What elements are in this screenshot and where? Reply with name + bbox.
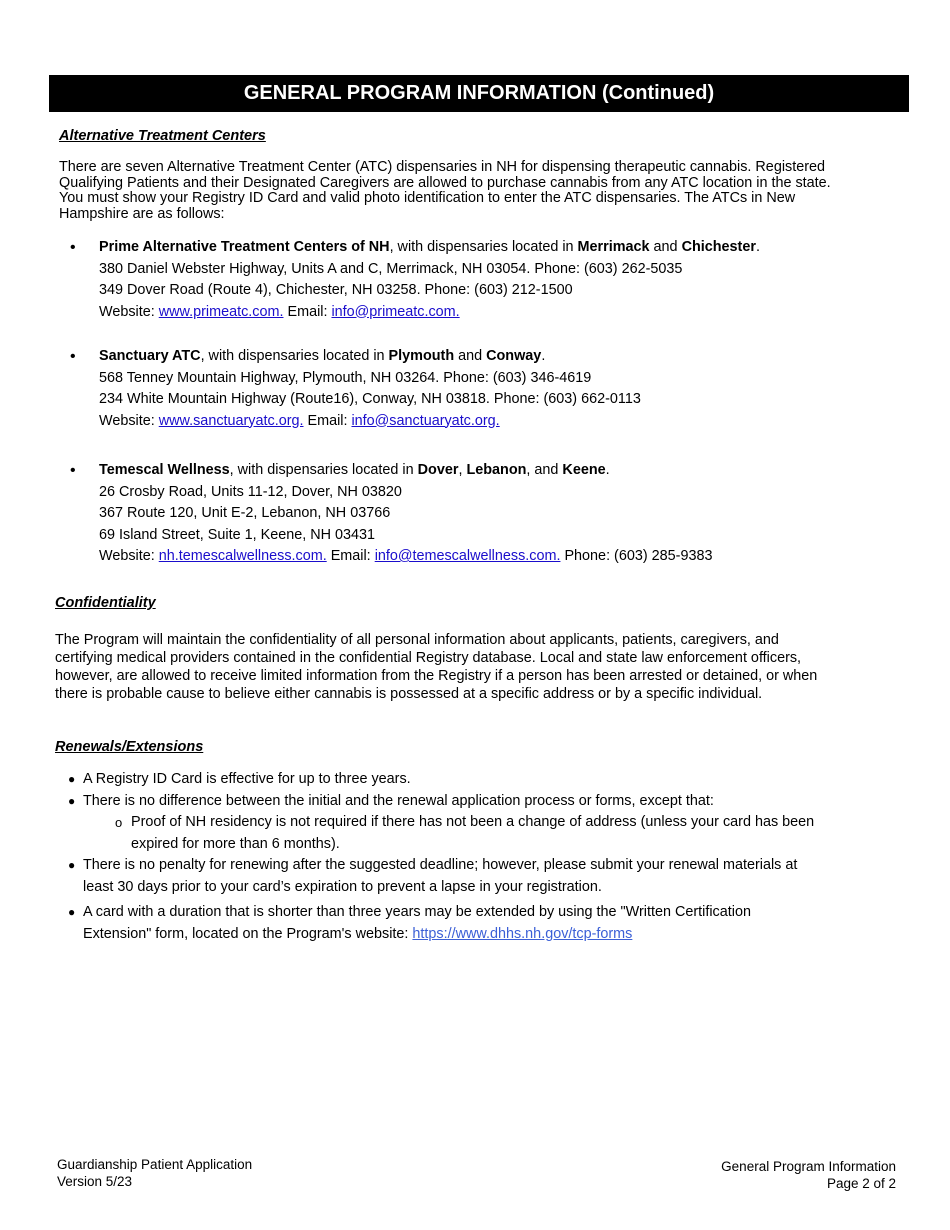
website-label: Website:	[99, 412, 159, 429]
center-address: 568 Tenney Mountain Highway, Plymouth, NH 03264. Phone: (603) 346-4619	[99, 369, 592, 386]
list-item-text: least 30 days prior to your card’s expiration to prevent a lapse in your registration.	[83, 878, 602, 895]
center-text: and	[454, 348, 487, 364]
center-name: Temescal Wellness	[99, 462, 230, 478]
center-town: Dover	[417, 462, 459, 478]
list-item-text: A Registry ID Card is effective for up to three years.	[83, 771, 411, 787]
center-address: 367 Route 120, Unit E-2, Lebanon, NH 03766	[99, 505, 391, 521]
confidentiality-line: The Program will maintain the confidentiality of all personal information about applicants, patients, caregivers, and	[55, 632, 779, 648]
website-link[interactable]: www.primeatc.com.	[158, 303, 284, 320]
list-item-text: There is no penalty for renewing after the suggested deadline; however, please submit your renewal materials at	[83, 857, 798, 873]
atc-intro	[59, 160, 831, 222]
list-item-text: A card with a duration that is shorter than three years may be extended by using the "Written Certification	[83, 904, 751, 920]
footer-page-number: Page 2 of 2	[826, 1176, 896, 1191]
center-title-line	[99, 460, 712, 482]
list-item-text: Extension" form, located on the Program's website:	[83, 925, 413, 942]
sub-list-item	[68, 812, 888, 855]
center-text: ,	[458, 462, 467, 478]
center-contact-line	[99, 302, 760, 324]
center-address: 234 White Mountain Highway (Route16), Conway, NH 03818. Phone: (603) 662-0113	[99, 391, 641, 407]
atc-intro-line: Hampshire are as follows:	[59, 205, 225, 222]
center-title-line	[99, 237, 760, 259]
email-link[interactable]: info@primeatc.com.	[331, 303, 460, 320]
atc-intro-line: There are seven Alternative Treatment Center (ATC) dispensaries in NH for dispensing therapeutic cannabis. Registered	[59, 159, 826, 175]
confidentiality-line: there is probable cause to believe either cannabis is possessed at a specific address or by a specific individual.	[55, 686, 763, 702]
email-label: Email:	[303, 412, 352, 429]
atc-intro-line: Qualifying Patients and their Designated Caregivers are allowed to purchase cannabis from any ATC location in the state.	[59, 174, 831, 191]
confidentiality-heading: Confidentiality	[55, 595, 156, 611]
confidentiality-text	[55, 631, 817, 703]
center-text: , with dispensaries located in	[389, 239, 578, 255]
center-name: Sanctuary ATC	[99, 348, 201, 364]
center-town: Lebanon	[466, 462, 527, 478]
bullet-icon: •	[70, 462, 76, 479]
renewals-list	[68, 769, 888, 945]
center-town: Chichester	[681, 239, 756, 255]
center-contact-line	[99, 411, 641, 433]
confidentiality-line: certifying medical providers contained in the confidential Registry database. Local and state law enforcement officers,	[55, 650, 802, 666]
page-title: GENERAL PROGRAM INFORMATION (Continued)	[49, 75, 909, 112]
website-link[interactable]: nh.temescalwellness.com.	[158, 548, 327, 564]
website-label: Website:	[99, 548, 159, 564]
sub-item-text: Proof of NH residency is not required if there has not been a change of address (unless your card has been	[131, 814, 815, 830]
website-link[interactable]: www.sanctuaryatc.org.	[158, 412, 304, 429]
bullet-icon: ●	[68, 905, 76, 919]
list-item	[68, 855, 888, 898]
center-phone: Phone: (603) 285-9383	[560, 548, 713, 564]
email-label: Email:	[326, 548, 375, 564]
center-text: , with dispensaries located in	[200, 348, 389, 364]
footer-form-name: Guardianship Patient Application	[57, 1157, 253, 1172]
list-item	[68, 902, 888, 945]
website-label: Website:	[99, 303, 159, 320]
center-town: Plymouth	[388, 348, 455, 364]
center-address: 69 Island Street, Suite 1, Keene, NH 03431	[99, 526, 376, 543]
center-text: and	[649, 239, 682, 255]
center-address: 380 Daniel Webster Highway, Units A and C, Merrimack, NH 03054. Phone: (603) 262-5035	[99, 260, 683, 277]
center-town: Merrimack	[577, 239, 650, 255]
email-link[interactable]: info@sanctuaryatc.org.	[351, 412, 500, 429]
center-address: 26 Crosby Road, Units 11-12, Dover, NH 03820	[99, 483, 402, 500]
footer-left	[57, 1156, 252, 1190]
center-text: .	[605, 462, 610, 478]
email-label: Email:	[283, 303, 332, 320]
list-item	[68, 791, 888, 813]
footer-version: Version 5/23	[57, 1174, 133, 1189]
bullet-icon: ●	[68, 793, 76, 808]
confidentiality-line: however, are allowed to receive limited information from the Registry if a person has been arrested or detained, or when	[55, 668, 818, 684]
center-text: , and	[526, 462, 563, 478]
center-name: Prime Alternative Treatment Centers of NH	[99, 239, 390, 255]
tcp-forms-link[interactable]: https://www.dhhs.nh.gov/tcp-forms	[412, 925, 633, 942]
renewals-heading: Renewals/Extensions	[55, 739, 204, 755]
center-title-line	[99, 346, 641, 368]
sub-item-text: expired for more than 6 months).	[131, 835, 340, 852]
list-item	[68, 769, 888, 791]
atc-intro-line: You must show your Registry ID Card and valid photo identification to enter the ATC dispensaries. The ATCs in New	[59, 190, 796, 206]
center-town: Conway	[486, 348, 542, 364]
list-item-text	[83, 924, 888, 946]
bullet-icon: ●	[68, 772, 76, 786]
center-text: , with dispensaries located in	[229, 462, 418, 478]
bullet-icon: •	[70, 239, 76, 256]
circle-bullet-icon: o	[115, 815, 123, 830]
atc-heading: Alternative Treatment Centers	[59, 128, 266, 144]
bullet-icon: •	[70, 348, 76, 365]
center-address: 349 Dover Road (Route 4), Chichester, NH 03258. Phone: (603) 212-1500	[99, 282, 573, 298]
footer-section-name: General Program Information	[721, 1159, 896, 1174]
center-text: .	[541, 348, 546, 364]
center-town: Keene	[562, 462, 606, 478]
center-text: .	[755, 239, 760, 255]
bullet-icon: ●	[68, 858, 76, 872]
center-contact-line	[99, 546, 712, 568]
list-item-text: There is no difference between the initial and the renewal application process or forms, except that:	[83, 792, 714, 809]
footer-right	[721, 1158, 896, 1192]
email-link[interactable]: info@temescalwellness.com.	[374, 548, 561, 564]
